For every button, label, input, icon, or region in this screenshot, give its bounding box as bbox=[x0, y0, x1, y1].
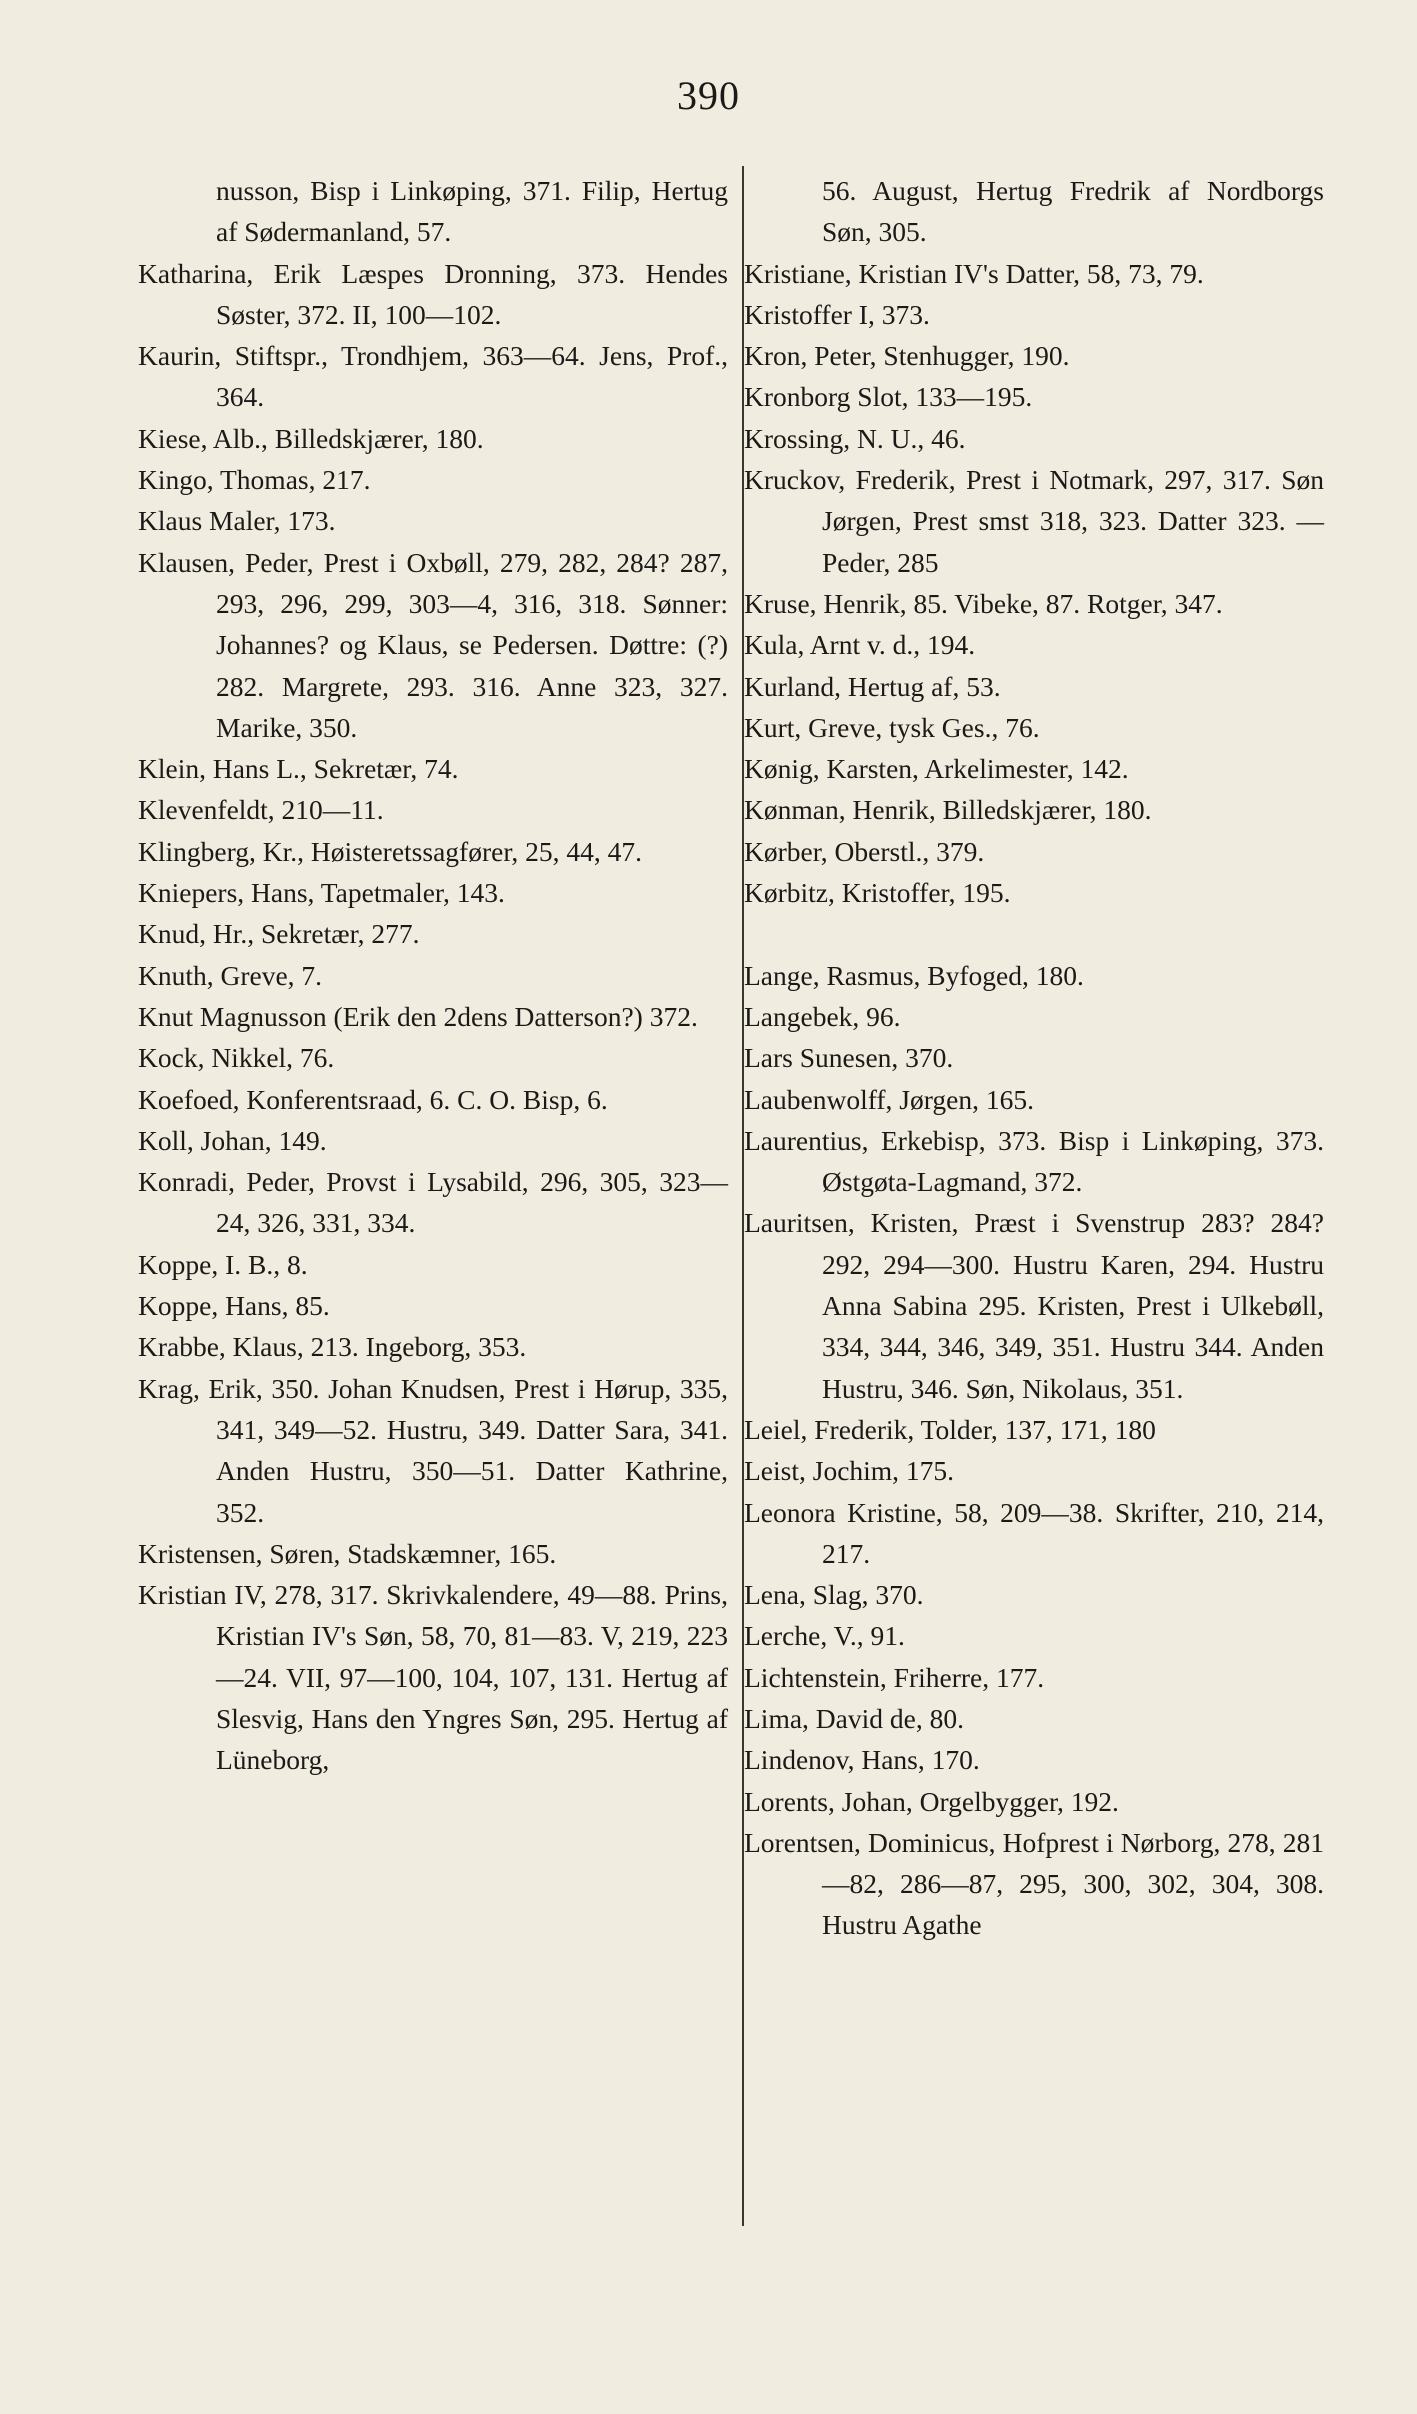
index-entry: Kønig, Karsten, Arkelimester, 142. bbox=[744, 753, 1129, 785]
index-entry: Krossing, N. U., 46. bbox=[744, 422, 966, 454]
index-entry: Koefoed, Konferentsraad, 6. C. O. Bisp, 6. bbox=[138, 1083, 608, 1115]
index-entry: Katharina, Erik Læspes Dronning, 373. Hendes Søster, 372. II, 100—102. bbox=[138, 257, 728, 330]
index-entry: Koll, Johan, 149. bbox=[138, 1124, 327, 1156]
index-column-left bbox=[138, 170, 728, 1781]
index-entry: Lars Sunesen, 370. bbox=[744, 1042, 954, 1074]
index-entry: Klevenfeldt, 210—11. bbox=[138, 794, 384, 826]
index-entry: Klaus Maler, 173. bbox=[138, 505, 336, 537]
page-number: 390 bbox=[677, 73, 740, 118]
index-entry: Klausen, Peder, Prest i Oxbøll, 279, 282, 284? 287, 293, 296, 299, 303—4, 316, 318. Sønner: Johannes? og Klaus, se Pedersen. Døttre: (?) 282. Margrete, 293. 316. Anne 323, 327. Marike, 350. bbox=[138, 546, 728, 743]
index-entry: nusson, Bisp i Linkøping, 371. Filip, Hertug af Sødermanland, 57. bbox=[216, 175, 728, 248]
index-entry: Knut Magnusson (Erik den 2dens Datterson?) 372. bbox=[138, 1000, 698, 1032]
index-entry: Kønman, Henrik, Billedskjærer, 180. bbox=[744, 794, 1152, 826]
index-entry: Lindenov, Hans, 170. bbox=[744, 1744, 980, 1776]
index-entry: Konradi, Peder, Provst i Lysabild, 296, 305, 323—24, 326, 331, 334. bbox=[138, 1166, 728, 1239]
index-entry: Kruckov, Frederik, Prest i Notmark, 297, 317. Søn Jørgen, Prest smst 318, 323. Datter 323. — Peder, 285 bbox=[744, 464, 1324, 578]
section-gap bbox=[744, 913, 1324, 954]
index-entry: Lorents, Johan, Orgelbygger, 192. bbox=[744, 1785, 1119, 1817]
index-entry: Koppe, Hans, 85. bbox=[138, 1290, 330, 1322]
index-entry: Leonora Kristine, 58, 209—38. Skrifter, 210, 214, 217. bbox=[744, 1496, 1324, 1569]
index-entry: Kurland, Hertug af, 53. bbox=[744, 670, 1001, 702]
index-entry: Lauritsen, Kristen, Præst i Svenstrup 283? 284? 292, 294—300. Hustru Karen, 294. Hustru Anna Sabina 295. Kristen, Prest i Ulkebøll, 334, 344, 346, 349, 351. Hustru 344. Anden Hustru, 346. Søn, Nikolaus, 351. bbox=[744, 1207, 1324, 1404]
index-entry: Krabbe, Klaus, 213. Ingeborg, 353. bbox=[138, 1331, 527, 1363]
index-entry: Lerche, V., 91. bbox=[744, 1620, 905, 1652]
index-entry: Kristoffer I, 373. bbox=[744, 298, 930, 330]
index-entry: Kørber, Oberstl., 379. bbox=[744, 835, 985, 867]
index-entry: Lima, David de, 80. bbox=[744, 1702, 964, 1734]
index-entry: Kock, Nikkel, 76. bbox=[138, 1042, 335, 1074]
index-entry: Kørbitz, Kristoffer, 195. bbox=[744, 877, 1011, 909]
index-entry: Kristian IV, 278, 317. Skrivkalendere, 49—88. Prins, Kristian IV's Søn, 58, 70, 81—83. V, 219, 223—24. VII, 97—100, 104, 107, 131. Hertug af Slesvig, Hans den Yngres Søn, 295. Hertug af Lüneborg, bbox=[138, 1579, 728, 1776]
index-entry: Lorentsen, Dominicus, Hofprest i Nørborg, 278, 281—82, 286—87, 295, 300, 302, 304, 308. Hustru Agathe bbox=[744, 1826, 1324, 1941]
index-entry: Laubenwolff, Jørgen, 165. bbox=[744, 1083, 1034, 1115]
index-entry: Kruse, Henrik, 85. Vibeke, 87. Rotger, 347. bbox=[744, 587, 1223, 619]
index-entry: Kniepers, Hans, Tapetmaler, 143. bbox=[138, 877, 505, 909]
index-entry: Knuth, Greve, 7. bbox=[138, 959, 323, 991]
index-entry: Kiese, Alb., Billedskjærer, 180. bbox=[138, 422, 484, 454]
index-entry: Koppe, I. B., 8. bbox=[138, 1248, 308, 1280]
index-entry: Klein, Hans L., Sekretær, 74. bbox=[138, 753, 459, 785]
index-entry: Lena, Slag, 370. bbox=[744, 1579, 924, 1611]
index-entry: Knud, Hr., Sekretær, 277. bbox=[138, 918, 420, 950]
index-entry: Kristensen, Søren, Stadskæmner, 165. bbox=[138, 1537, 557, 1569]
index-entry: Leist, Jochim, 175. bbox=[744, 1455, 955, 1487]
index-entry: Kaurin, Stiftspr., Trondhjem, 363—64. Jens, Prof., 364. bbox=[138, 340, 728, 413]
index-entry: Kingo, Thomas, 217. bbox=[138, 464, 371, 496]
index-entry: Langebek, 96. bbox=[744, 1000, 901, 1032]
index-entry: Klingberg, Kr., Høisteretssagfører, 25, 44, 47. bbox=[138, 835, 642, 867]
index-entry: Kronborg Slot, 133—195. bbox=[744, 381, 1033, 413]
index-entry: Leiel, Frederik, Tolder, 137, 171, 180 bbox=[744, 1413, 1156, 1445]
index-entry: Lichtenstein, Friherre, 177. bbox=[744, 1661, 1045, 1693]
index-entry: Laurentius, Erkebisp, 373. Bisp i Linkøping, 373. Østgøta-Lagmand, 372. bbox=[744, 1124, 1324, 1198]
index-entry: 56. August, Hertug Fredrik af Nordborgs Søn, 305. bbox=[822, 175, 1324, 248]
index-entry: Kula, Arnt v. d., 194. bbox=[744, 629, 976, 661]
index-column-right bbox=[744, 170, 1324, 1946]
index-entry: Kurt, Greve, tysk Ges., 76. bbox=[744, 711, 1040, 743]
index-entry: Krag, Erik, 350. Johan Knudsen, Prest i Hørup, 335, 341, 349—52. Hustru, 349. Datter Sara, 341. Anden Hustru, 350—51. Datter Kathrine, 352. bbox=[138, 1372, 728, 1528]
index-entry: Kristiane, Kristian IV's Datter, 58, 73, 79. bbox=[744, 257, 1204, 289]
index-entry: Kron, Peter, Stenhugger, 190. bbox=[744, 340, 1070, 372]
index-entry: Lange, Rasmus, Byfoged, 180. bbox=[744, 959, 1084, 991]
